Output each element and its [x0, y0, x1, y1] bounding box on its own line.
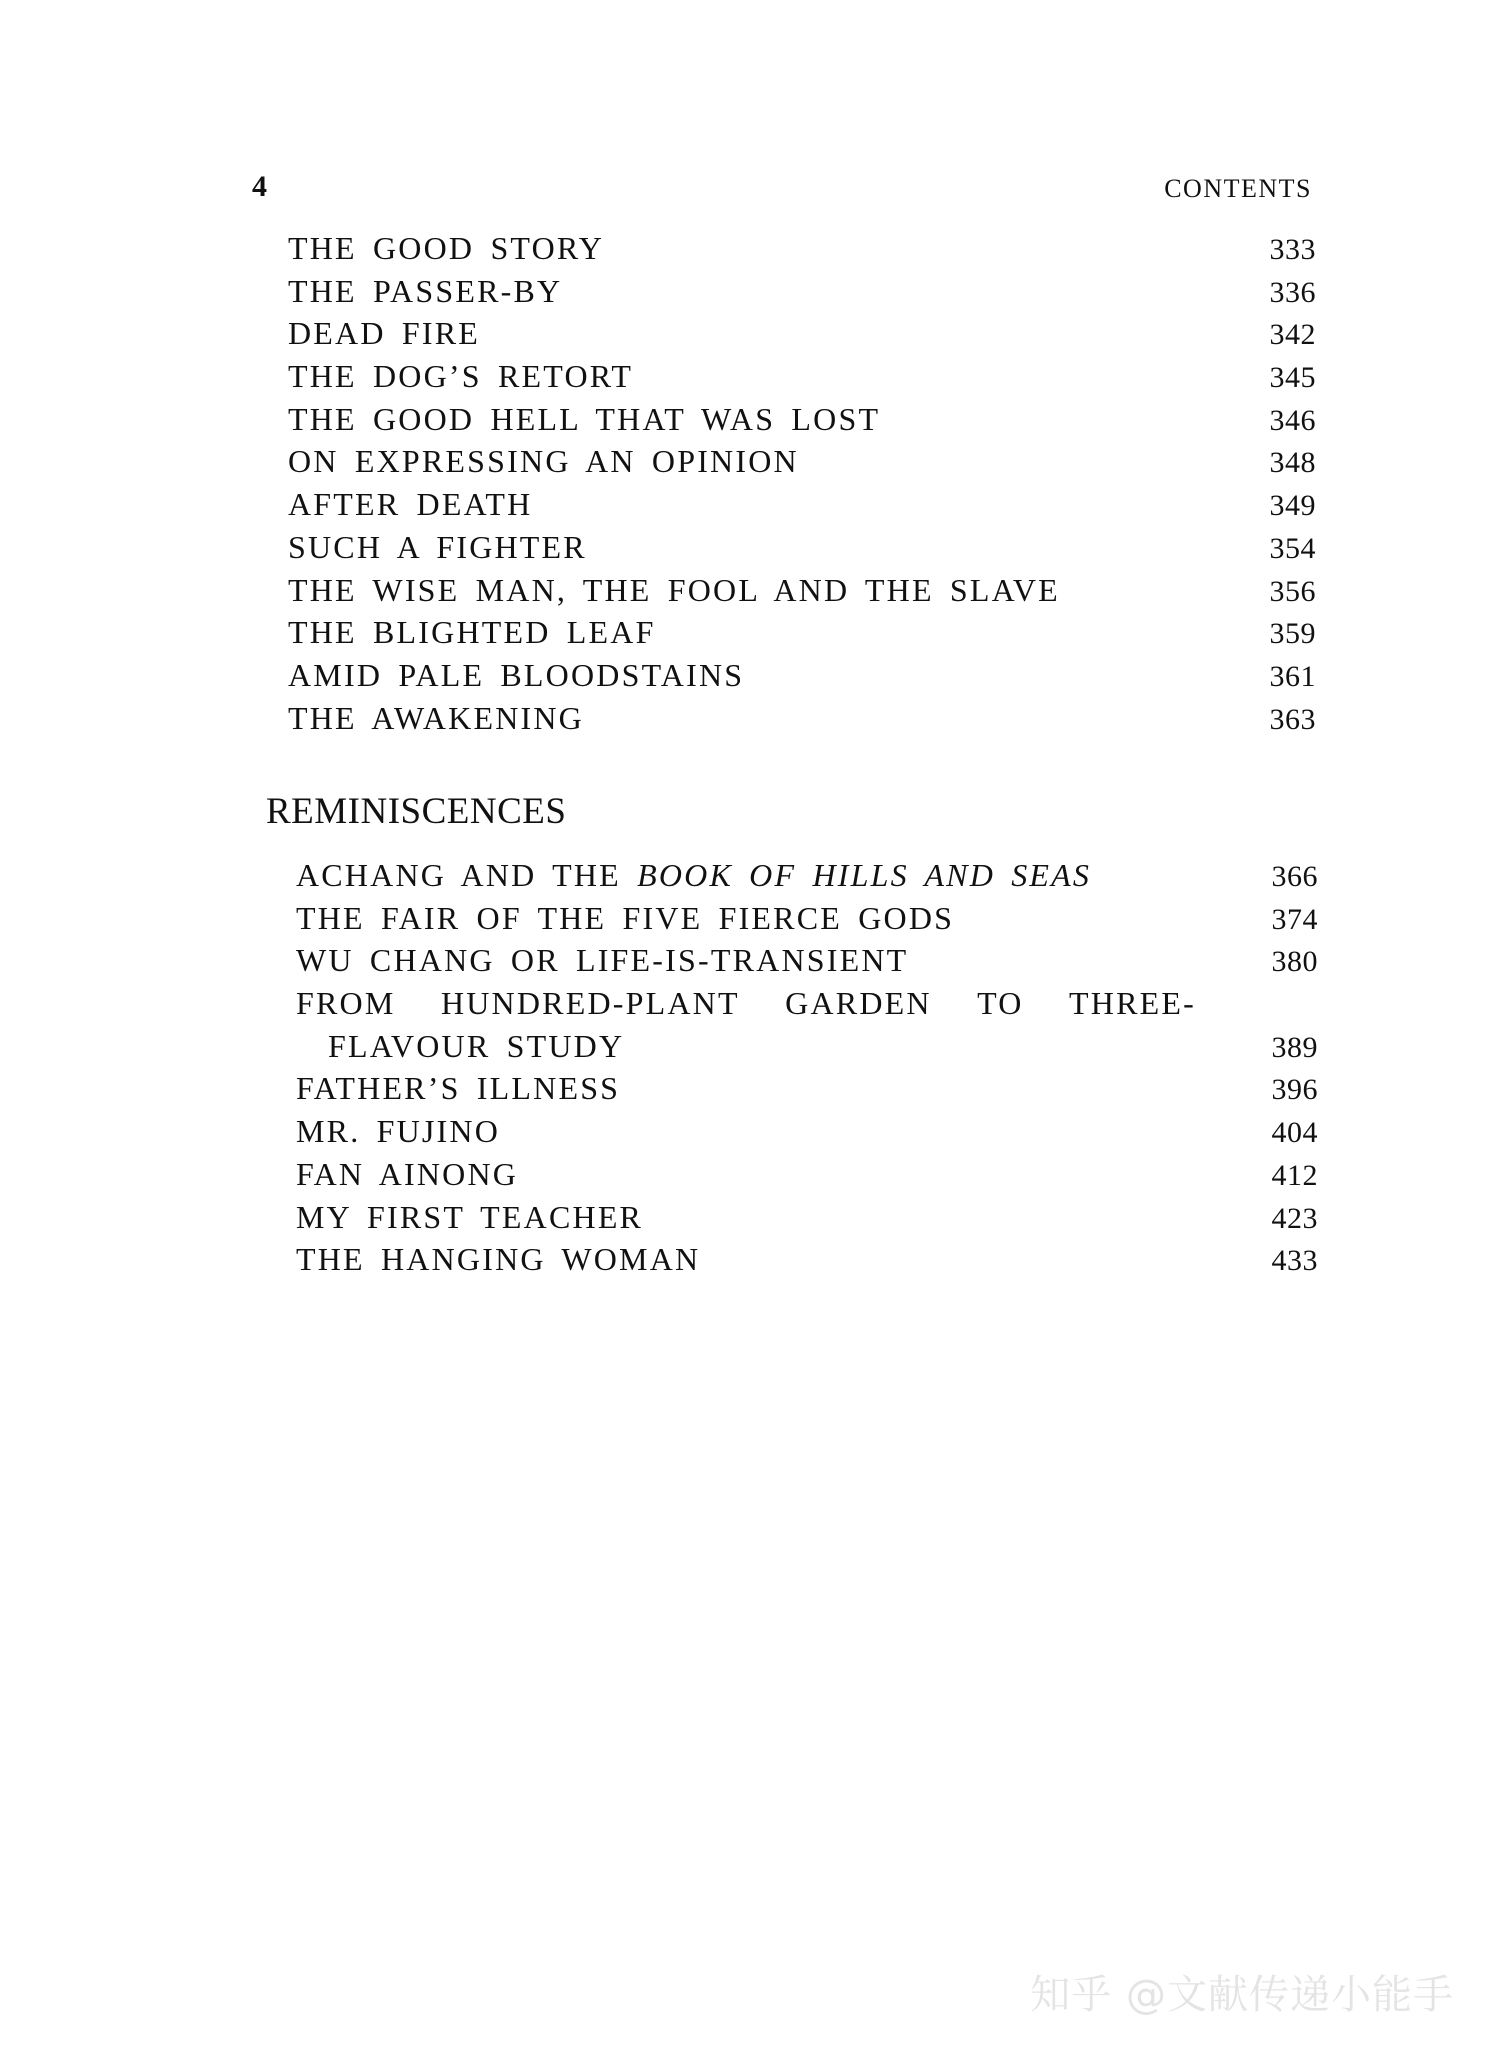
toc-entry-page: 354: [1269, 531, 1316, 565]
toc-entry: [288, 529, 1316, 572]
toc-entry: [296, 1156, 1318, 1199]
toc-entry: [288, 443, 1316, 486]
toc-entry: [288, 572, 1316, 615]
toc-entry-title-prefix: ACHANG AND THE: [296, 857, 638, 893]
toc-entry-page: 389: [1271, 1030, 1318, 1064]
toc-entry-title: THE GOOD HELL THAT WAS LOST: [288, 400, 881, 437]
toc-entry-title: WU CHANG OR LIFE-IS-TRANSIENT: [296, 942, 909, 979]
toc-entry-page: 380: [1271, 945, 1318, 979]
toc-entry-page: 412: [1271, 1158, 1318, 1192]
toc-entry-page: 349: [1269, 489, 1316, 523]
running-head: [252, 170, 1312, 210]
toc-entry-title-line1: [296, 985, 1196, 1022]
toc-entry-page: 363: [1269, 702, 1316, 736]
toc-entry-wrapped-line1: [296, 985, 1318, 1028]
toc-entry-page: 356: [1269, 574, 1316, 608]
toc-entry-page: 361: [1269, 659, 1316, 693]
toc-word: TO: [977, 985, 1024, 1022]
toc-entry: [288, 486, 1316, 529]
toc-entry-title: AFTER DEATH: [288, 486, 533, 523]
running-head-title: CONTENTS: [1164, 174, 1312, 203]
toc-entry-title-italic: BOOK OF HILLS AND SEAS: [637, 857, 1092, 893]
toc-entry-title: SUCH A FIGHTER: [288, 528, 587, 565]
page-number: 4: [252, 170, 267, 203]
toc-word: THREE-: [1069, 985, 1196, 1022]
toc-entry-page: 336: [1269, 275, 1316, 309]
section-heading: REMINISCENCES: [266, 791, 567, 832]
toc-word: FROM: [296, 985, 396, 1022]
toc-entry: [296, 1113, 1318, 1156]
toc-entry: [288, 273, 1316, 316]
toc-word: HUNDRED-PLANT: [440, 985, 740, 1022]
toc-entry: [296, 900, 1318, 943]
toc-entry-page: 333: [1269, 233, 1316, 266]
toc-entry: [296, 1241, 1318, 1284]
toc-entry-title: FAN AINONG: [296, 1155, 519, 1192]
toc-word: GARDEN: [785, 985, 932, 1022]
toc-entry: [296, 942, 1318, 985]
toc-entry-title: MR. FUJINO: [296, 1113, 501, 1150]
toc-entry: [288, 230, 1316, 273]
toc-entry-page: 433: [1271, 1244, 1318, 1278]
toc-entry: [288, 614, 1316, 657]
toc-entry-title: AMID PALE BLOODSTAINS: [288, 656, 745, 693]
watermark: 知乎 @文献传递小能手: [1030, 1972, 1454, 2018]
toc-list-part1: [288, 230, 1316, 742]
toc-entry-title: THE PASSER-BY: [288, 272, 563, 309]
toc-entry-title: FATHER’S ILLNESS: [296, 1070, 621, 1107]
toc-entry-title-line2: FLAVOUR STUDY: [328, 1027, 625, 1064]
toc-entry-page: 342: [1269, 318, 1316, 352]
toc-entry: [288, 700, 1316, 743]
toc-entry-page: 346: [1269, 403, 1316, 437]
toc-entry-page: 366: [1271, 860, 1318, 893]
toc-entry-page: 423: [1271, 1201, 1318, 1235]
toc-entry-page: 404: [1271, 1116, 1318, 1150]
toc-entry-title: [296, 857, 1091, 894]
toc-entry-title: THE BLIGHTED LEAF: [288, 614, 656, 651]
toc-entry-wrapped-line2: [296, 1028, 1318, 1071]
toc-entry: [288, 315, 1316, 358]
toc-entry: [296, 857, 1318, 900]
toc-entry-title: THE DOG’S RETORT: [288, 358, 634, 395]
toc-entry: [288, 358, 1316, 401]
toc-entry-page: 345: [1269, 361, 1316, 395]
toc-entry: [296, 1199, 1318, 1242]
toc-entry-title: ON EXPRESSING AN OPINION: [288, 443, 799, 480]
toc-entry-page: 348: [1269, 446, 1316, 480]
toc-entry-title: THE FAIR OF THE FIVE FIERCE GODS: [296, 899, 955, 936]
toc-entry-title: THE WISE MAN, THE FOOL AND THE SLAVE: [288, 571, 1060, 608]
toc-entry-title: THE GOOD STORY: [288, 230, 605, 266]
toc-entry-title: THE HANGING WOMAN: [296, 1241, 701, 1278]
toc-list-part2: [296, 857, 1318, 1284]
toc-entry-title: MY FIRST TEACHER: [296, 1198, 644, 1235]
toc-entry-title: DEAD FIRE: [288, 315, 481, 352]
toc-entry-page: 359: [1269, 617, 1316, 651]
toc-entry-page: 396: [1271, 1073, 1318, 1107]
toc-entry-title: THE AWAKENING: [288, 699, 584, 736]
toc-entry: [288, 657, 1316, 700]
toc-entry-page: 374: [1271, 902, 1318, 936]
toc-entry: [288, 401, 1316, 444]
toc-entry: [296, 1070, 1318, 1113]
